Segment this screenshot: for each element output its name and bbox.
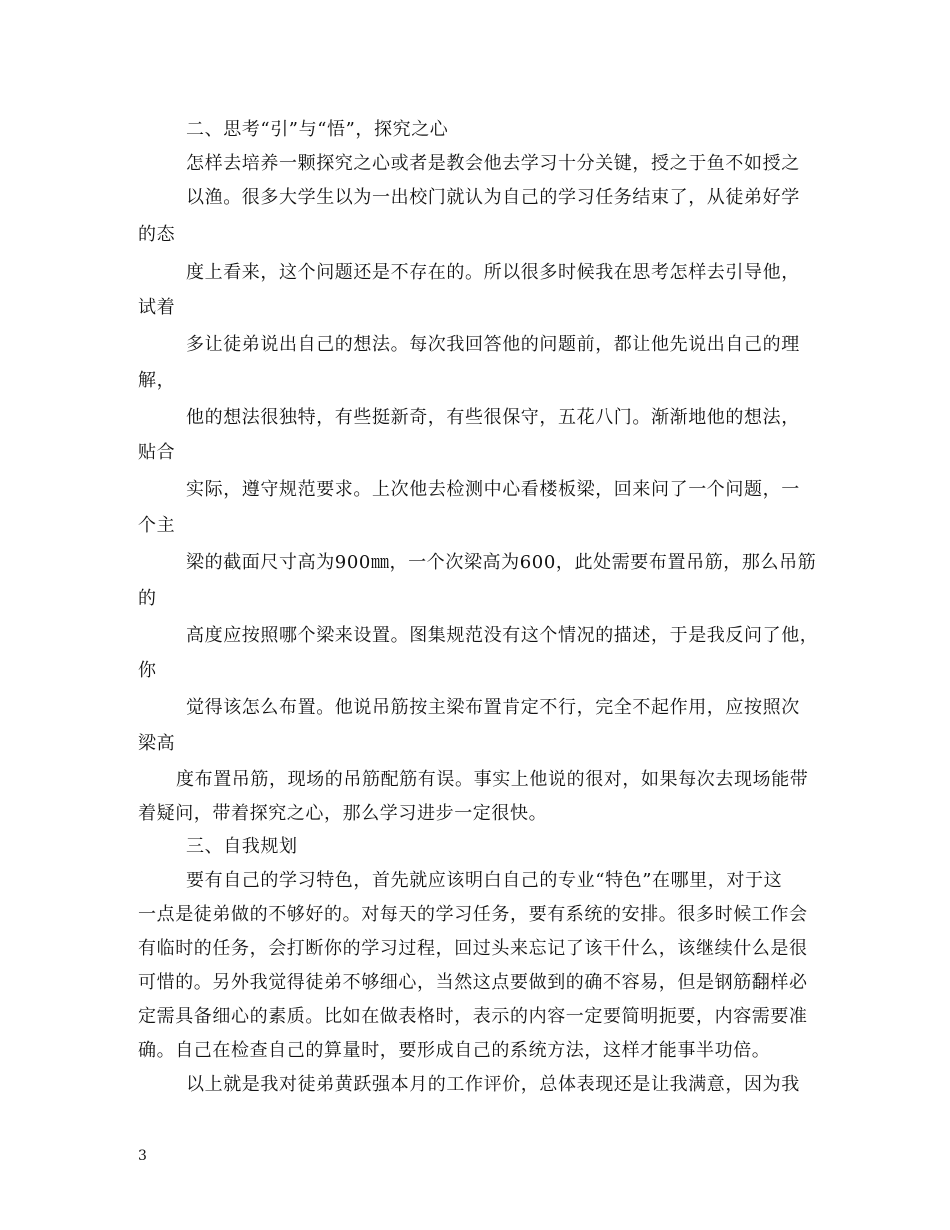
body-line: 度上看来，这个问题还是不存在的。所以很多时候我在思考怎样去引导他，: [186, 262, 800, 283]
body-line: 梁的截面尺寸高为900㎜，一个次梁高为600，此处需要布置吊筋，那么吊筋: [186, 552, 817, 573]
body-line: 试着: [138, 297, 176, 318]
body-line: 有临时的任务，会打断你的学习过程，回过头来忘记了该干什么，该继续什么是很: [138, 938, 808, 959]
body-line: 实际，遵守规范要求。上次他去检测中心看楼板梁，回来问了一个问题，一: [186, 479, 800, 500]
section-heading: 二、思考“引”与“悟”，探究之心: [186, 119, 449, 140]
body-line: 个主: [138, 515, 176, 536]
page-number: 3: [138, 1148, 147, 1164]
body-line: 多让徒弟说出自己的想法。每次我回答他的问题前，都让他先说出自己的理: [186, 334, 800, 355]
body-line: 贴合: [138, 442, 176, 463]
body-line: 着疑问，带着探究之心，那么学习进步一定很快。: [138, 803, 548, 824]
body-line: 以上就是我对徒弟黄跃强本月的工作评价，总体表现还是让我满意，因为我: [186, 1074, 800, 1095]
body-line: 定需具备细心的素质。比如在做表格时，表示的内容一定要简明扼要，内容需要准: [138, 1006, 808, 1027]
body-line: 一点是徒弟做的不够好的。对每天的学习任务，要有系统的安排。很多时候工作会: [138, 904, 808, 925]
body-line: 可惜的。另外我觉得徒弟不够细心，当然这点要做到的确不容易，但是钢筋翻样必: [138, 972, 808, 993]
body-line: 度布置吊筋，现场的吊筋配筋有误。事实上他说的很对，如果每次去现场能带: [176, 769, 809, 790]
body-line: 的: [138, 588, 157, 609]
body-line: 以渔。很多大学生以为一出校门就认为自己的学习任务结束了，从徒弟好学: [186, 187, 800, 208]
body-line: 确。自己在检查自己的算量时，要形成自己的系统方法，这样才能事半功倍。: [138, 1040, 771, 1061]
body-line: 他的想法很独特，有些挺新奇，有些很保守，五花八门。渐渐地他的想法，: [186, 407, 800, 428]
body-line: 怎样去培养一颗探究之心或者是教会他去学习十分关键，授之于鱼不如授之: [186, 153, 800, 174]
body-line: 解，: [138, 370, 176, 391]
section-heading: 三、自我规划: [186, 836, 298, 857]
body-line: 高度应按照哪个梁来设置。图集规范没有这个情况的描述，于是我反问了他，: [186, 625, 819, 646]
body-line: 你: [138, 660, 157, 681]
body-line: 的态: [138, 224, 176, 245]
body-line: 觉得该怎么布置。他说吊筋按主梁布置肯定不行，完全不起作用，应按照次: [186, 697, 800, 718]
body-line: 要有自己的学习特色，首先就应该明白自己的专业“特色”在哪里，对于这: [186, 870, 783, 891]
body-line: 梁高: [138, 733, 176, 754]
